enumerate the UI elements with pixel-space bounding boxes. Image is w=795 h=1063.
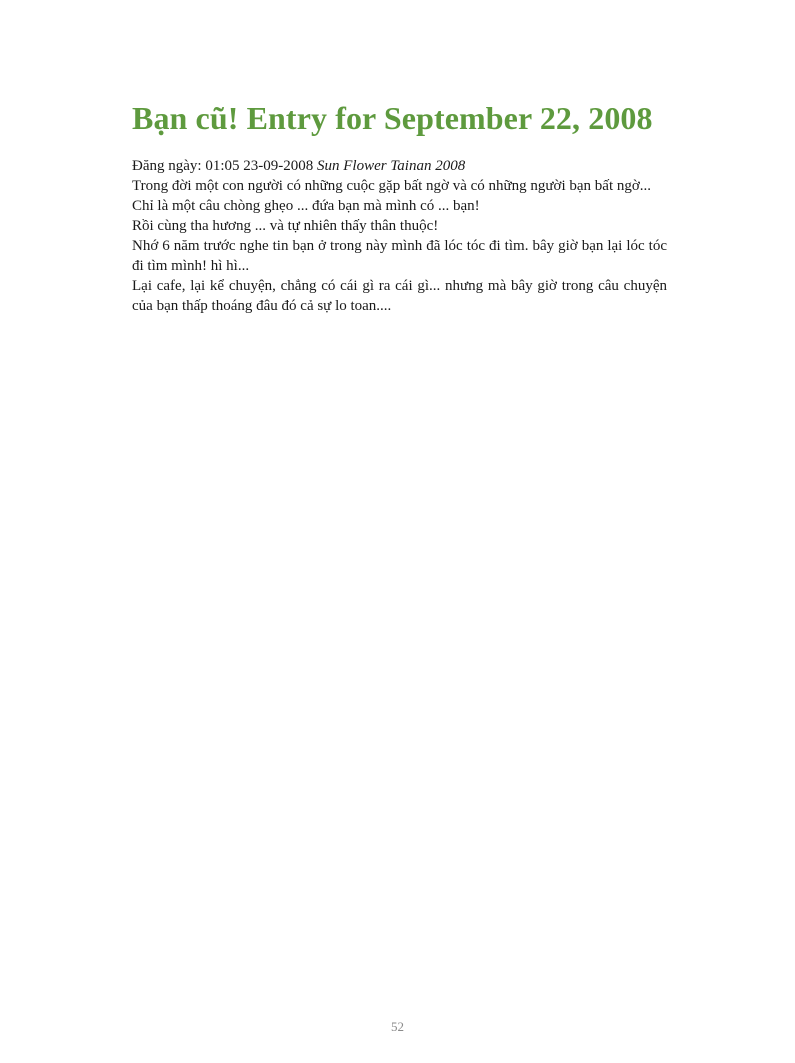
- post-meta: [132, 156, 667, 176]
- paragraph: Rồi cùng tha hương ... và tự nhiên thấy thân thuộc!: [132, 218, 439, 234]
- paragraph: Lại cafe, lại kể chuyện, chẳng có cái gì ra cái gì... nhưng mà bây giờ trong câu chuyện của bạn thấp thoáng đâu đó cả sự lo toan....: [132, 278, 667, 314]
- page-content: [132, 96, 667, 316]
- entry-body: [132, 176, 667, 316]
- page-title: Bạn cũ! Entry for September 22, 2008: [132, 100, 653, 136]
- paragraph: Chỉ là một câu chòng ghẹo ... đứa bạn mà mình có ... bạn!: [132, 198, 480, 214]
- author-name: Sun Flower Tainan 2008: [316, 158, 466, 174]
- page-number: 52: [391, 1019, 404, 1034]
- paragraph: Trong đời một con người có những cuộc gặp bất ngờ và có những người bạn bất ngờ...: [132, 178, 652, 194]
- paragraph: Nhớ 6 năm trước nghe tin bạn ở trong này mình đã lóc tóc đi tìm. bây giờ bạn lại lóc tóc đi tìm mình! hì hì...: [132, 238, 667, 274]
- posted-date: Đăng ngày: 01:05 23-09-2008: [132, 158, 314, 174]
